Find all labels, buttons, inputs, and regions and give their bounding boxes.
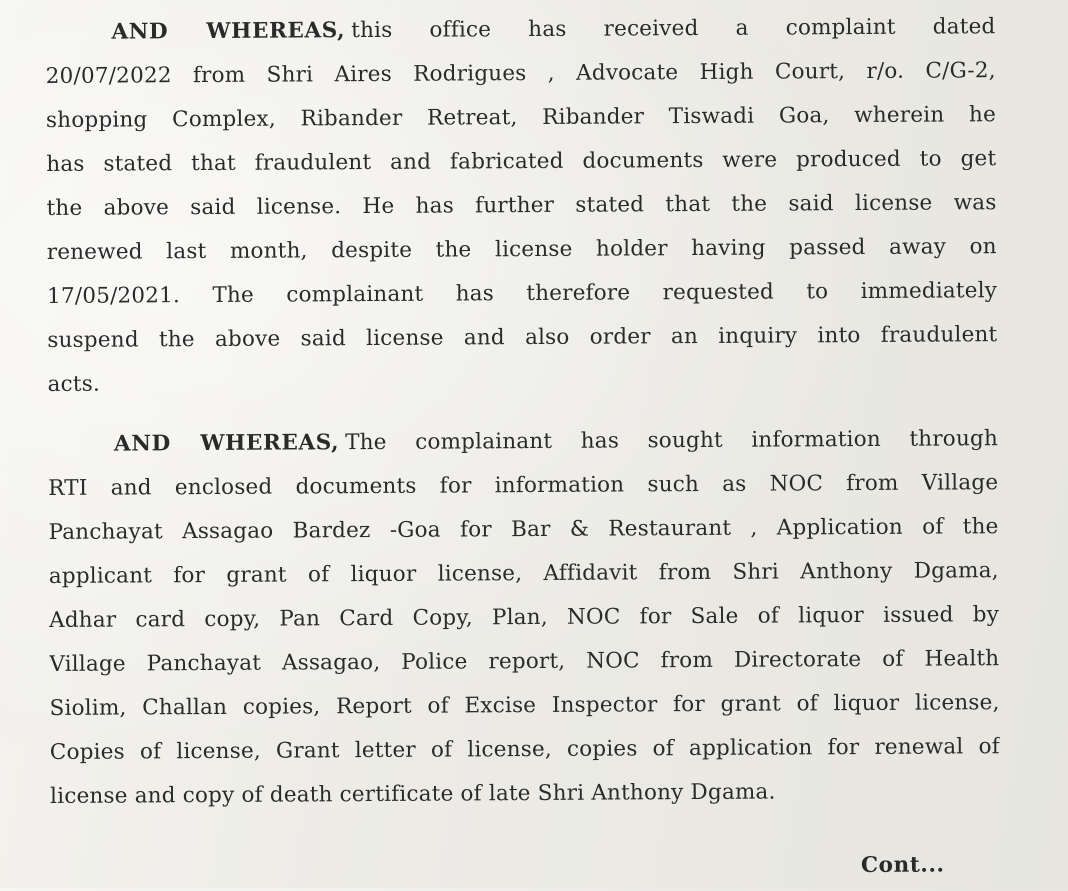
- text-line: acts.: [47, 371, 101, 397]
- text-line: has stated that fraudulent and fabricated documents were produced to get: [46, 146, 997, 177]
- continued-marker: Cont...: [860, 852, 945, 879]
- text-line: the above said license. He has further stated that the said license was: [46, 190, 997, 221]
- text-line: suspend the above said license and also order an inquiry into fraudulent: [47, 322, 998, 353]
- text-line: Siolim, Challan copies, Report of Excise Inspector for grant of liquor license,: [49, 690, 1000, 721]
- paragraph-rti-request: [48, 417, 1000, 819]
- text-line: Adhar card copy, Pan Card Copy, Plan, NOC for Sale of liquor issued by: [48, 602, 1000, 633]
- paragraph-lead: AND WHEREAS,: [113, 430, 340, 457]
- text-line: Panchayat Assagao Bardez -Goa for Bar & Restaurant , Application of the: [48, 514, 999, 545]
- text-line: RTI and enclosed documents for information such as NOC from Village: [48, 470, 999, 501]
- text-line: applicant for grant of liquor license, Affidavit from Shri Anthony Dgama,: [48, 558, 999, 589]
- text-line: Copies of license, Grant letter of license, copies of application for renewal of: [49, 734, 1000, 765]
- text-line: The complainant has sought information through: [345, 426, 999, 456]
- text-line: renewed last month, despite the license holder having passed away on: [46, 234, 997, 265]
- text-line: Village Panchayat Assagao, Police report, NOC from Directorate of Health: [49, 646, 1000, 677]
- text-line: 17/05/2021. The complainant has therefore requested to immediately: [47, 278, 998, 309]
- paragraph-first-line: [45, 5, 995, 55]
- text-line: 20/07/2022 from Shri Aires Rodrigues , Advocate High Court, r/o. C/G-2,: [45, 58, 996, 89]
- text-line: this office has received a complaint dated: [351, 14, 996, 44]
- paragraph-complaint: [45, 5, 997, 407]
- paragraph-first-line: [48, 417, 998, 467]
- text-line: license and copy of death certificate of late Shri Anthony Dgama.: [50, 779, 776, 809]
- text-line: shopping Complex, Ribander Retreat, Ribander Tiswadi Goa, wherein he: [45, 102, 997, 133]
- paragraph-lead: AND WHEREAS,: [111, 18, 346, 45]
